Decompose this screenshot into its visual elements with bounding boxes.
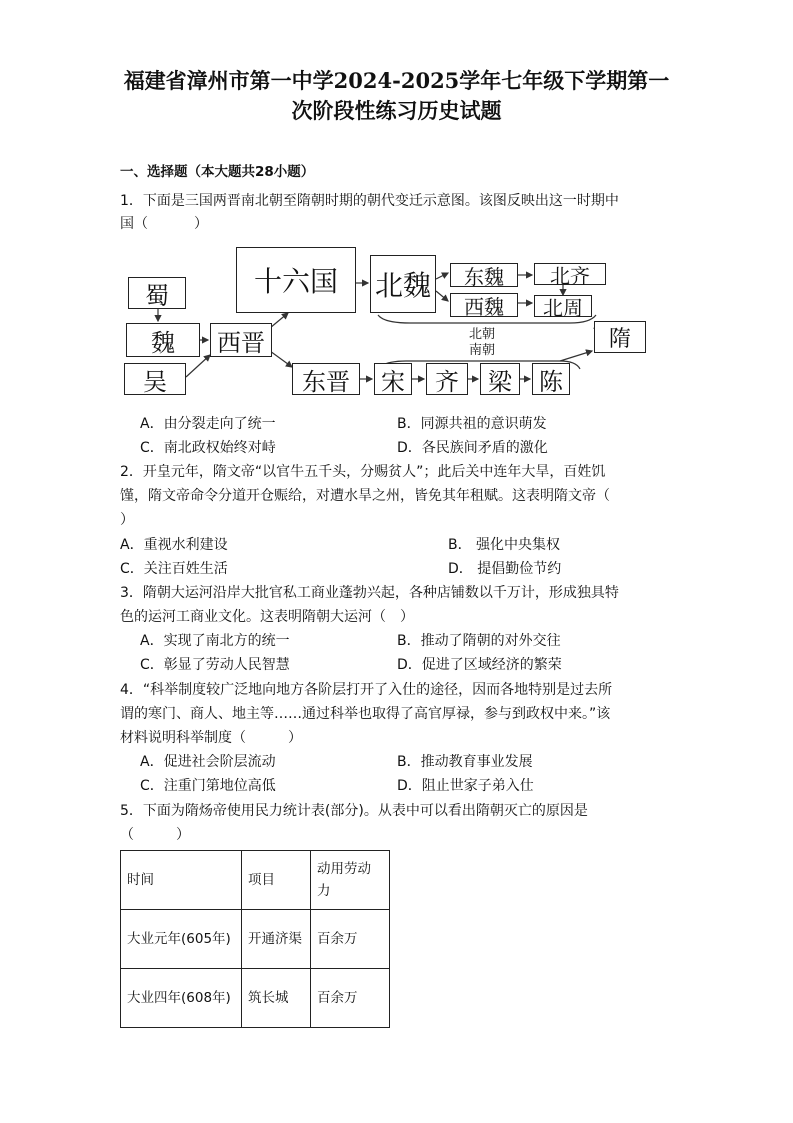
- box-chen: 陈: [532, 363, 570, 395]
- q4-option-c[interactable]: C．注重门第地位高低: [140, 778, 276, 794]
- table-header-row: [121, 851, 390, 910]
- box-wei: 魏: [126, 323, 200, 357]
- section-heading: 一、选择题（本大题共28小题）: [120, 164, 315, 180]
- q3-option-b[interactable]: B．推动了隋朝的对外交往: [397, 633, 561, 649]
- box-qi: 齐: [426, 363, 468, 395]
- table-cell: 百余万: [311, 910, 390, 969]
- table-cell: 筑长城: [242, 969, 311, 1028]
- table-header-cell: 时间: [121, 851, 242, 910]
- q4-stem-line3: 材料说明科举制度（ ）: [120, 730, 302, 746]
- box-sui: 隋: [594, 321, 646, 353]
- q2-option-c[interactable]: C．关注百姓生活: [120, 561, 228, 577]
- box-liang: 梁: [480, 363, 520, 395]
- q1-stem-line2: 国（ ）: [120, 216, 208, 232]
- table-header-cell: 项目: [242, 851, 311, 910]
- q3-stem-line2: 色的运河工商业文化。这表明隋朝大运河（ ）: [120, 609, 414, 625]
- q1-option-a[interactable]: A．由分裂走向了统一: [140, 416, 276, 432]
- table-cell: 大业四年(608年): [121, 969, 242, 1028]
- label-beichao: 北朝: [468, 327, 495, 342]
- box-song: 宋: [374, 363, 412, 395]
- q4-stem-line2: 谓的寒门、商人、地主等……通过科举也取得了高官厚禄，参与到政权中来。”该: [120, 706, 611, 722]
- q1-option-d[interactable]: D．各民族间矛盾的激化: [397, 440, 548, 456]
- q2-option-a[interactable]: A．重视水利建设: [120, 537, 228, 553]
- q4-option-a[interactable]: A．促进社会阶层流动: [140, 754, 276, 770]
- box-beiqi: 北齐: [534, 263, 606, 285]
- box-xijin: 西晋: [210, 323, 272, 357]
- box-dongwei: 东魏: [450, 263, 518, 287]
- q1-option-c[interactable]: C．南北政权始终对峙: [140, 440, 276, 456]
- dynasty-diagram: [120, 243, 650, 401]
- q2-option-d[interactable]: D． 提倡勤俭节约: [448, 561, 562, 577]
- q5-stem-line1: 5．下面为隋炀帝使用民力统计表(部分)。从表中可以看出隋朝灭亡的原因是: [120, 803, 588, 819]
- q3-option-a[interactable]: A．实现了南北方的统一: [140, 633, 290, 649]
- q2-stem-line1: 2．开皇元年，隋文帝“以官牛五千头，分赐贫人”；此后关中连年大旱，百姓饥: [120, 464, 606, 480]
- box-shu: 蜀: [128, 277, 186, 309]
- box-beiwei: 北魏: [370, 255, 436, 313]
- box-shiliuguo: 十六国: [236, 247, 356, 313]
- labor-table: [120, 850, 390, 1028]
- table-cell: 开通济渠: [242, 910, 311, 969]
- q4-option-b[interactable]: B．推动教育事业发展: [397, 754, 533, 770]
- box-beizhou: 北周: [534, 295, 592, 317]
- q3-option-c[interactable]: C．彰显了劳动人民智慧: [140, 657, 290, 673]
- table-header-cell: 动用劳动力: [311, 851, 390, 910]
- q2-stem-line2: 馑，隋文帝命令分道开仓赈给，对遭水旱之州，皆免其年租赋。这表明隋文帝（: [120, 488, 610, 504]
- q2-option-b[interactable]: B． 强化中央集权: [448, 537, 561, 553]
- q5-stem-line2: （ ）: [120, 827, 190, 843]
- q4-stem-line1: 4．“科举制度较广泛地向地方各阶层打开了入仕的途径，因而各地特别是过去所: [120, 682, 613, 698]
- q1-option-b[interactable]: B．同源共祖的意识萌发: [397, 416, 547, 432]
- q4-option-d[interactable]: D．阻止世家子弟入仕: [397, 778, 534, 794]
- title-line-2: 次阶段性练习历史试题: [291, 98, 502, 123]
- title-line-1: 福建省漳州市第一中学2024-2025学年七年级下学期第一: [123, 68, 670, 93]
- table-row: [121, 969, 390, 1028]
- table-row: [121, 910, 390, 969]
- box-wu: 吴: [124, 363, 186, 395]
- table-cell: 大业元年(605年): [121, 910, 242, 969]
- table-cell: 百余万: [311, 969, 390, 1028]
- q3-stem-line1: 3．隋朝大运河沿岸大批官私工商业蓬勃兴起，各种店铺数以千万计，形成独具特: [120, 585, 619, 601]
- box-dongjin: 东晋: [292, 363, 360, 395]
- q1-stem-line1: 1．下面是三国两晋南北朝至隋朝时期的朝代变迁示意图。该图反映出这一时期中: [120, 193, 619, 209]
- q3-option-d[interactable]: D．促进了区域经济的繁荣: [397, 657, 562, 673]
- label-nanchao: 南朝: [468, 343, 495, 358]
- box-xiwei: 西魏: [450, 293, 518, 317]
- q2-stem-line3: ）: [120, 512, 134, 528]
